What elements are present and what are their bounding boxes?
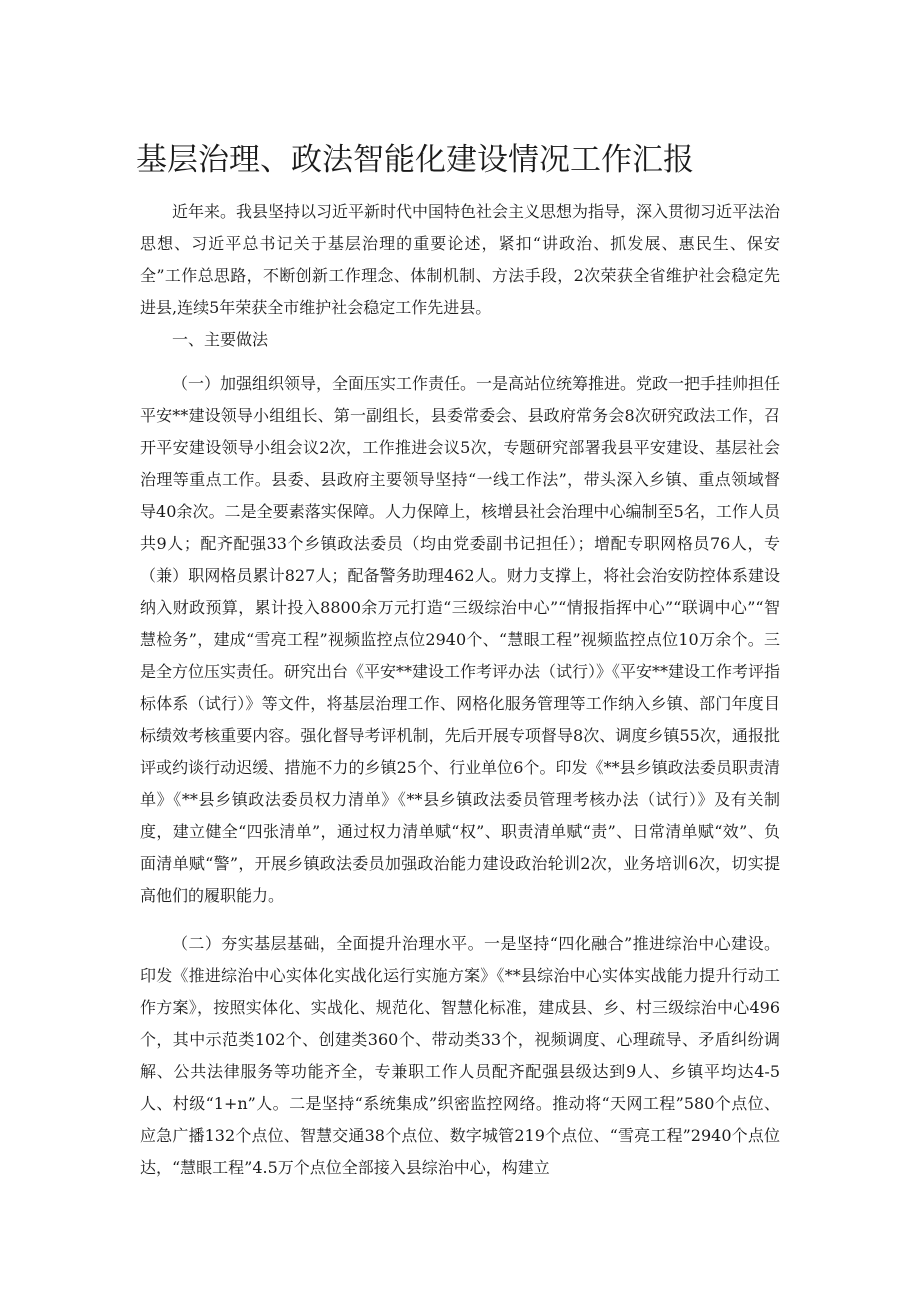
paragraph-1-block [140,368,780,912]
section-heading-block [140,324,780,356]
intro-block [140,196,780,324]
intro-paragraph: 近年来。我县坚持以习近平新时代中国特色社会主义思想为指导，深入贯彻习近平法治思想、习近平总书记关于基层治理的重要论述，紧扣“讲政治、抓发展、惠民生、保安全”工作总思路，不断创新工作理念、体制机制、方法手段，2次荣获全省维护社会稳定先进县,连续5年荣获全市维护社会稳定工作先进县。 [140,202,781,317]
paragraph-2: （二）夯实基层基础，全面提升治理水平。一是坚持“四化融合”推进综治中心建设。印发《推进综治中心实体化实战化运行实施方案》《**县综治中心实体实战能力提升行动工作方案》，按照实体化、实战化、规范化、智慧化标准，建成县、乡、村三级综治中心496个，其中示范类102个、创建类360个、带动类33个，视频调度、心理疏导、矛盾纠纷调解、公共法律服务等功能齐全，专兼职工作人员配齐配强县级达到9人、乡镇平均达4-5人、村级“1+n”人。二是坚持“系统集成”织密监控网络。推动将“天网工程”580个点位、应急广播132个点位、智慧交通38个点位、数字城管219个点位、“雪亮工程”2940个点位达，“慧眼工程”4.5万个点位全部接入县综治中心，构建立 [140,934,780,1177]
document-title: 基层治理、政法智能化建设情况工作汇报 [136,142,694,178]
paragraph-1: （一）加强组织领导，全面压实工作责任。一是高站位统筹推进。党政一把手挂帅担任平安**建设领导小组组长、第一副组长，县委常委会、县政府常务会8次研究政法工作，召开平安建设领导小组会议2次，工作推进会议5次，专题研究部署我县平安建设、基层社会治理等重点工作。县委、县政府主要领导坚持“一线工作法”，带头深入乡镇、重点领域督导40余次。二是全要素落实保障。人力保障上，核增县社会治理中心编制至5名，工作人员共9人；配齐配强33个乡镇政法委员（均由党委副书记担任）；增配专职网格员76人，专（兼）职网格员累计827人；配备警务助理462人。财力支撑上，将社会治安防控体系建设纳入财政预算，累计投入8800余万元打造“三级综治中心”“情报指挥中心”“联调中心”“智慧检务”，建成“雪亮工程”视频监控点位2940个、“慧眼工程”视频监控点位10万余个。三是全方位压实责任。研究出台《平安**建设工作考评办法（试行）》《平安**建设工作考评指标体系（试行）》等文件，将基层治理工作、网格化服务管理等工作纳入乡镇、部门年度目标绩效考核重要内容。强化督导考评机制，先后开展专项督导8次、调度乡镇55次，通报批评或约谈行动迟缓、措施不力的乡镇25个、行业单位6个。印发《**县乡镇政法委员职责清单》《**县乡镇政法委员权力清单》《**县乡镇政法委员管理考核办法（试行）》及有关制度，建立健全“四张清单”，通过权力清单赋“权”、职责清单赋“责”、日常清单赋“效”、负面清单赋“警”，开展乡镇政法委员加强政治能力建设政治轮训2次，业务培训6次，切实提高他们的履职能力。 [140,374,781,905]
paragraph-2-block [140,928,780,1184]
section-heading: 一、主要做法 [172,330,269,349]
